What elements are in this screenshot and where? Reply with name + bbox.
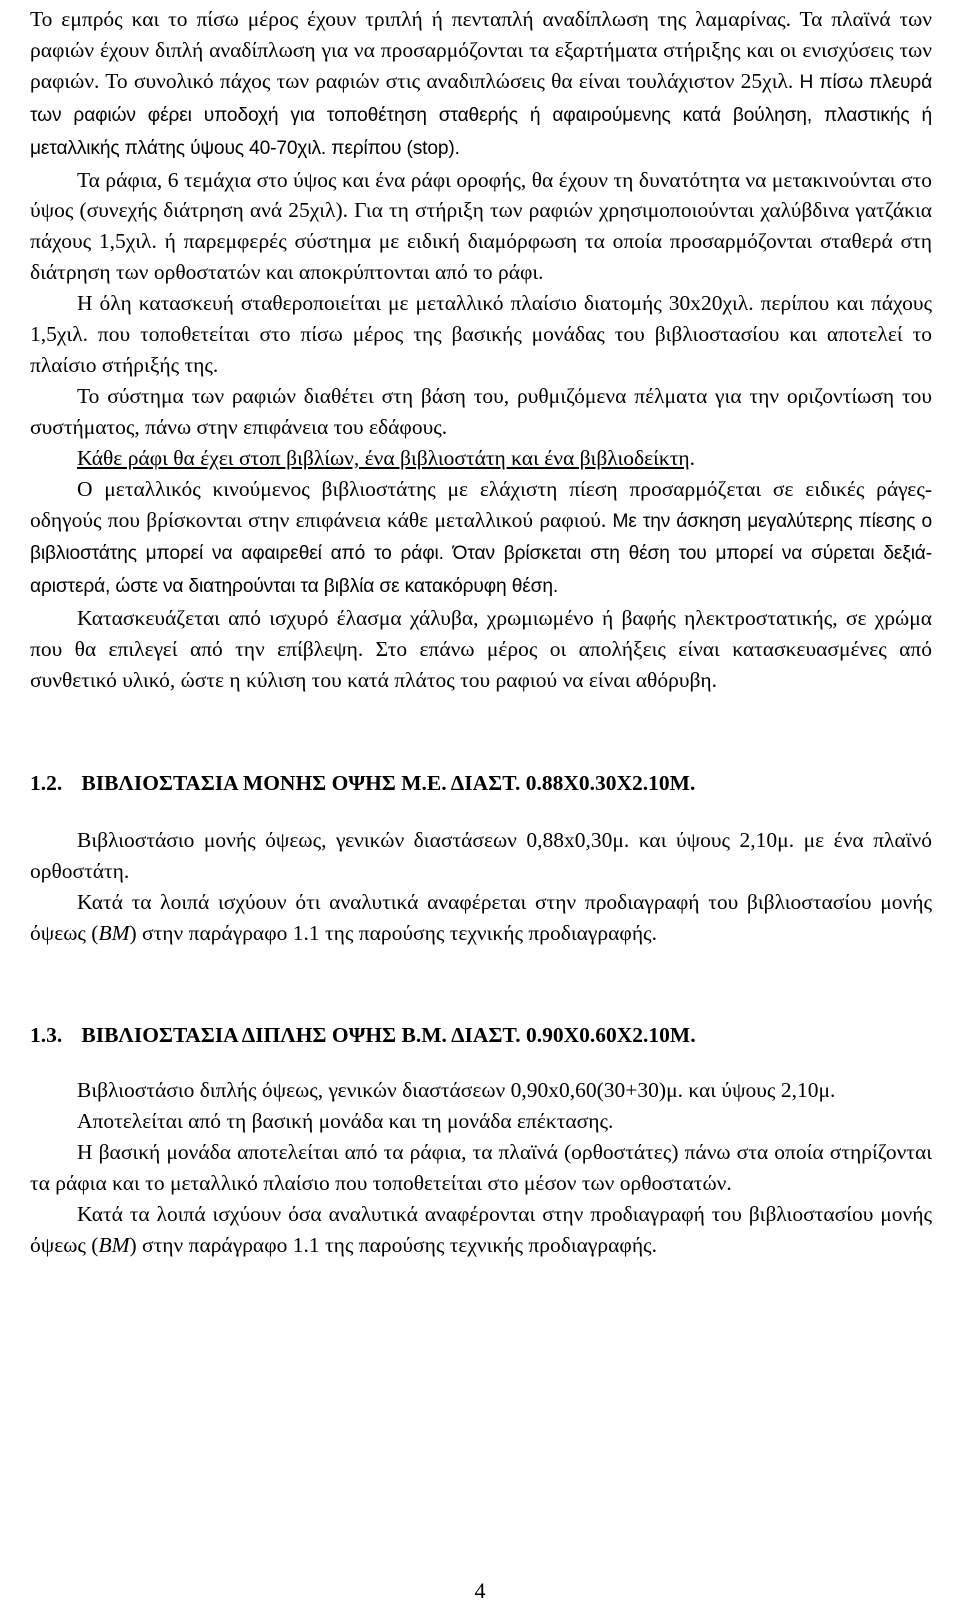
section-heading-1-2 — [30, 768, 932, 799]
bookend-text: Ο μεταλλικός κινούμενος βιβλιοστάτης με ελάχιστη πίεση προσαρμόζεται σε ειδικές ράγες-οδηγούς που βρίσκονται στην επιφάνεια κάθε μεταλλικού ραφιού. — [30, 476, 932, 532]
reference-code: ΒΜ — [98, 920, 130, 945]
reference-text-b: ) στην παράγραφο 1.1 της παρούσης τεχνικής προδιαγραφής. — [129, 1232, 657, 1257]
paragraph-fold-description — [30, 4, 932, 165]
double-sided-dimensions-text: Βιβλιοστάσιο διπλής όψεως, γενικών διαστάσεων 0,90x0,60(30+30)μ. και ύψους 2,10μ. — [77, 1078, 836, 1103]
paragraph-single-sided-reference — [30, 887, 932, 949]
frame-stabilization-text: Η όλη κατασκευή σταθεροποιείται με μεταλλικό πλαίσιο διατομής 30x20χιλ. περίπου και πάχους 1,5χιλ. που τοποθετείται στο πίσω μέρος της βασικής μονάδας του βιβλιοστασίου και αποτελεί το πλαίσιο στήριξής της. — [30, 291, 932, 377]
back-side-text: Η πίσω πλευρά των ραφιών φέρει υποδοχή για τοποθέτηση σταθερής ή αφαιρούμενης κατά βούληση, πλαστικής ή μεταλλικής πλάτης ύψους 40-70χιλ. περίπου (stop). — [30, 71, 933, 159]
paragraph-shelf-accessories — [30, 443, 932, 474]
paragraph-single-sided-dimensions — [30, 825, 932, 887]
paragraph-bookend — [30, 474, 932, 604]
paragraph-shelf-adjustment — [30, 165, 932, 289]
reference-text-a: Κατά τα λοιπά ισχύουν όσα αναλυτικά αναφέρονται στην προδιαγραφή του βιβλιοστασίου μονής όψεως ( — [30, 1202, 932, 1257]
section-title: ΒΙΒΛΙΟΣΤΑΣΙΑ ΜΟΝΗΣ ΟΨΗΣ Μ.Ε. ΔΙΑΣΤ. 0.88Χ0.30Χ2.10Μ. — [81, 770, 696, 795]
single-sided-dimensions-text: Βιβλιοστάσιο μονής όψεως, γενικών διαστάσεων 0,88x0,30μ. και ύψους 2,10μ. με ένα πλαϊνό ορθοστάτη. — [30, 827, 932, 883]
shelf-accessories-period: . — [689, 445, 696, 470]
shelf-adjustment-text: Τα ράφια, 6 τεμάχια στο ύψος και ένα ράφι οροφής, θα έχουν τη δυνατότητα να μετακινούνται στο ύψος (συνεχής διάτρηση ανά 25χιλ). Για τη στήριξη των ραφιών χρησιμοποιούνται χαλύβδινα γατζάκια πάχους 1,5χιλ. ή παρεμφερές σύστημα με ειδική διαμόρφωση τα οποία προσαρμόζονται σταθερά στη διάτρηση των ορθοστατών και αποκρύπτονται από το ράφι. — [30, 167, 932, 285]
paragraph-frame-stabilization — [30, 288, 932, 381]
double-sided-units-text: Αποτελείται από τη βασική μονάδα και τη μονάδα επέκτασης. — [77, 1109, 614, 1134]
paragraph-leveling-feet — [30, 381, 932, 443]
section-number: 1.3. — [30, 1023, 63, 1048]
paragraph-double-sided-basic-unit — [30, 1137, 932, 1199]
spacer — [30, 696, 932, 768]
spacer — [30, 948, 932, 1020]
section-title: ΒΙΒΛΙΟΣΤΑΣΙΑ ΔΙΠΛΗΣ ΟΨΗΣ Β.Μ. ΔΙΑΣΤ. 0.90Χ0.60Χ2.10Μ. — [81, 1023, 696, 1048]
reference-text-b: ) στην παράγραφο 1.1 της παρούσης τεχνικής προδιαγραφής. — [129, 920, 657, 945]
reference-code: ΒΜ — [98, 1232, 130, 1257]
double-sided-basic-unit-text: Η βασική μονάδα αποτελείται από τα ράφια, τα πλαϊνά (ορθοστάτες) πάνω στα οποία στηρίζονται τα ράφια και το μεταλλικό πλαίσιο που τοποθετείται στο μέσον των ορθοστατών. — [30, 1140, 932, 1196]
paragraph-double-sided-dimensions — [30, 1075, 932, 1106]
spacer — [30, 799, 932, 825]
page-number: 4 — [474, 1578, 486, 1603]
document-body — [30, 4, 932, 1261]
reference-text-a: Κατά τα λοιπά ισχύουν ότι αναλυτικά αναφέρεται στην προδιαγραφή του βιβλιοστασίου μονής όψεως ( — [30, 889, 932, 945]
paragraph-double-sided-units — [30, 1106, 932, 1137]
section-heading-1-3 — [30, 1020, 932, 1051]
shelf-accessories-text: Κάθε ράφι θα έχει στοπ βιβλίων, ένα βιβλιοστάτη και ένα βιβλιοδείκτη — [77, 445, 690, 470]
bookend-material-text: Κατασκευάζεται από ισχυρό έλασμα χάλυβα, χρωμιωμένο ή βαφής ηλεκτροστατικής, σε χρώμα που θα επιλεγεί από την επίβλεψη. Στο επάνω μέρος οι απολήξεις είναι κατασκευασμένες από συνθετικό υλικό, ώστε η κύλιση του κατά πλάτος του ραφιού να είναι αθόρυβη. — [30, 606, 932, 693]
section-number: 1.2. — [30, 770, 63, 795]
leveling-feet-text: Το σύστημα των ραφιών διαθέτει στη βάση του, ρυθμιζόμενα πέλματα για την οριζοντίωση του συστήματος, πάνω στην επιφάνεια του εδάφους. — [30, 383, 932, 439]
paragraph-bookend-material — [30, 603, 932, 696]
bookend-pressure-text: Με την άσκηση μεγαλύτερης πίεσης ο βιβλιοστάτης μπορεί να αφαιρεθεί από το ράφι. Όταν βρίσκεται στη θέση του μπορεί να σύρεται δεξιά-αριστερά, ώστε να διατηρούνται τα βιβλία σε κατακόρυφη θέση. — [30, 510, 932, 598]
fold-text: Το εμπρός και το πίσω μέρος έχουν τριπλή ή πενταπλή αναδίπλωση της λαμαρίνας. Τα πλαϊνά των ραφιών έχουν διπλή αναδίπλωση για να προσαρμόζονται τα εξαρτήματα στήριξης και οι ενισχύσεις των ραφιών. Το συνολικό πάχος των ραφιών στις αναδιπλώσεις θα είναι τουλάχιστον 25χιλ. — [30, 7, 932, 93]
spacer — [30, 1051, 932, 1075]
paragraph-double-sided-reference — [30, 1199, 932, 1261]
